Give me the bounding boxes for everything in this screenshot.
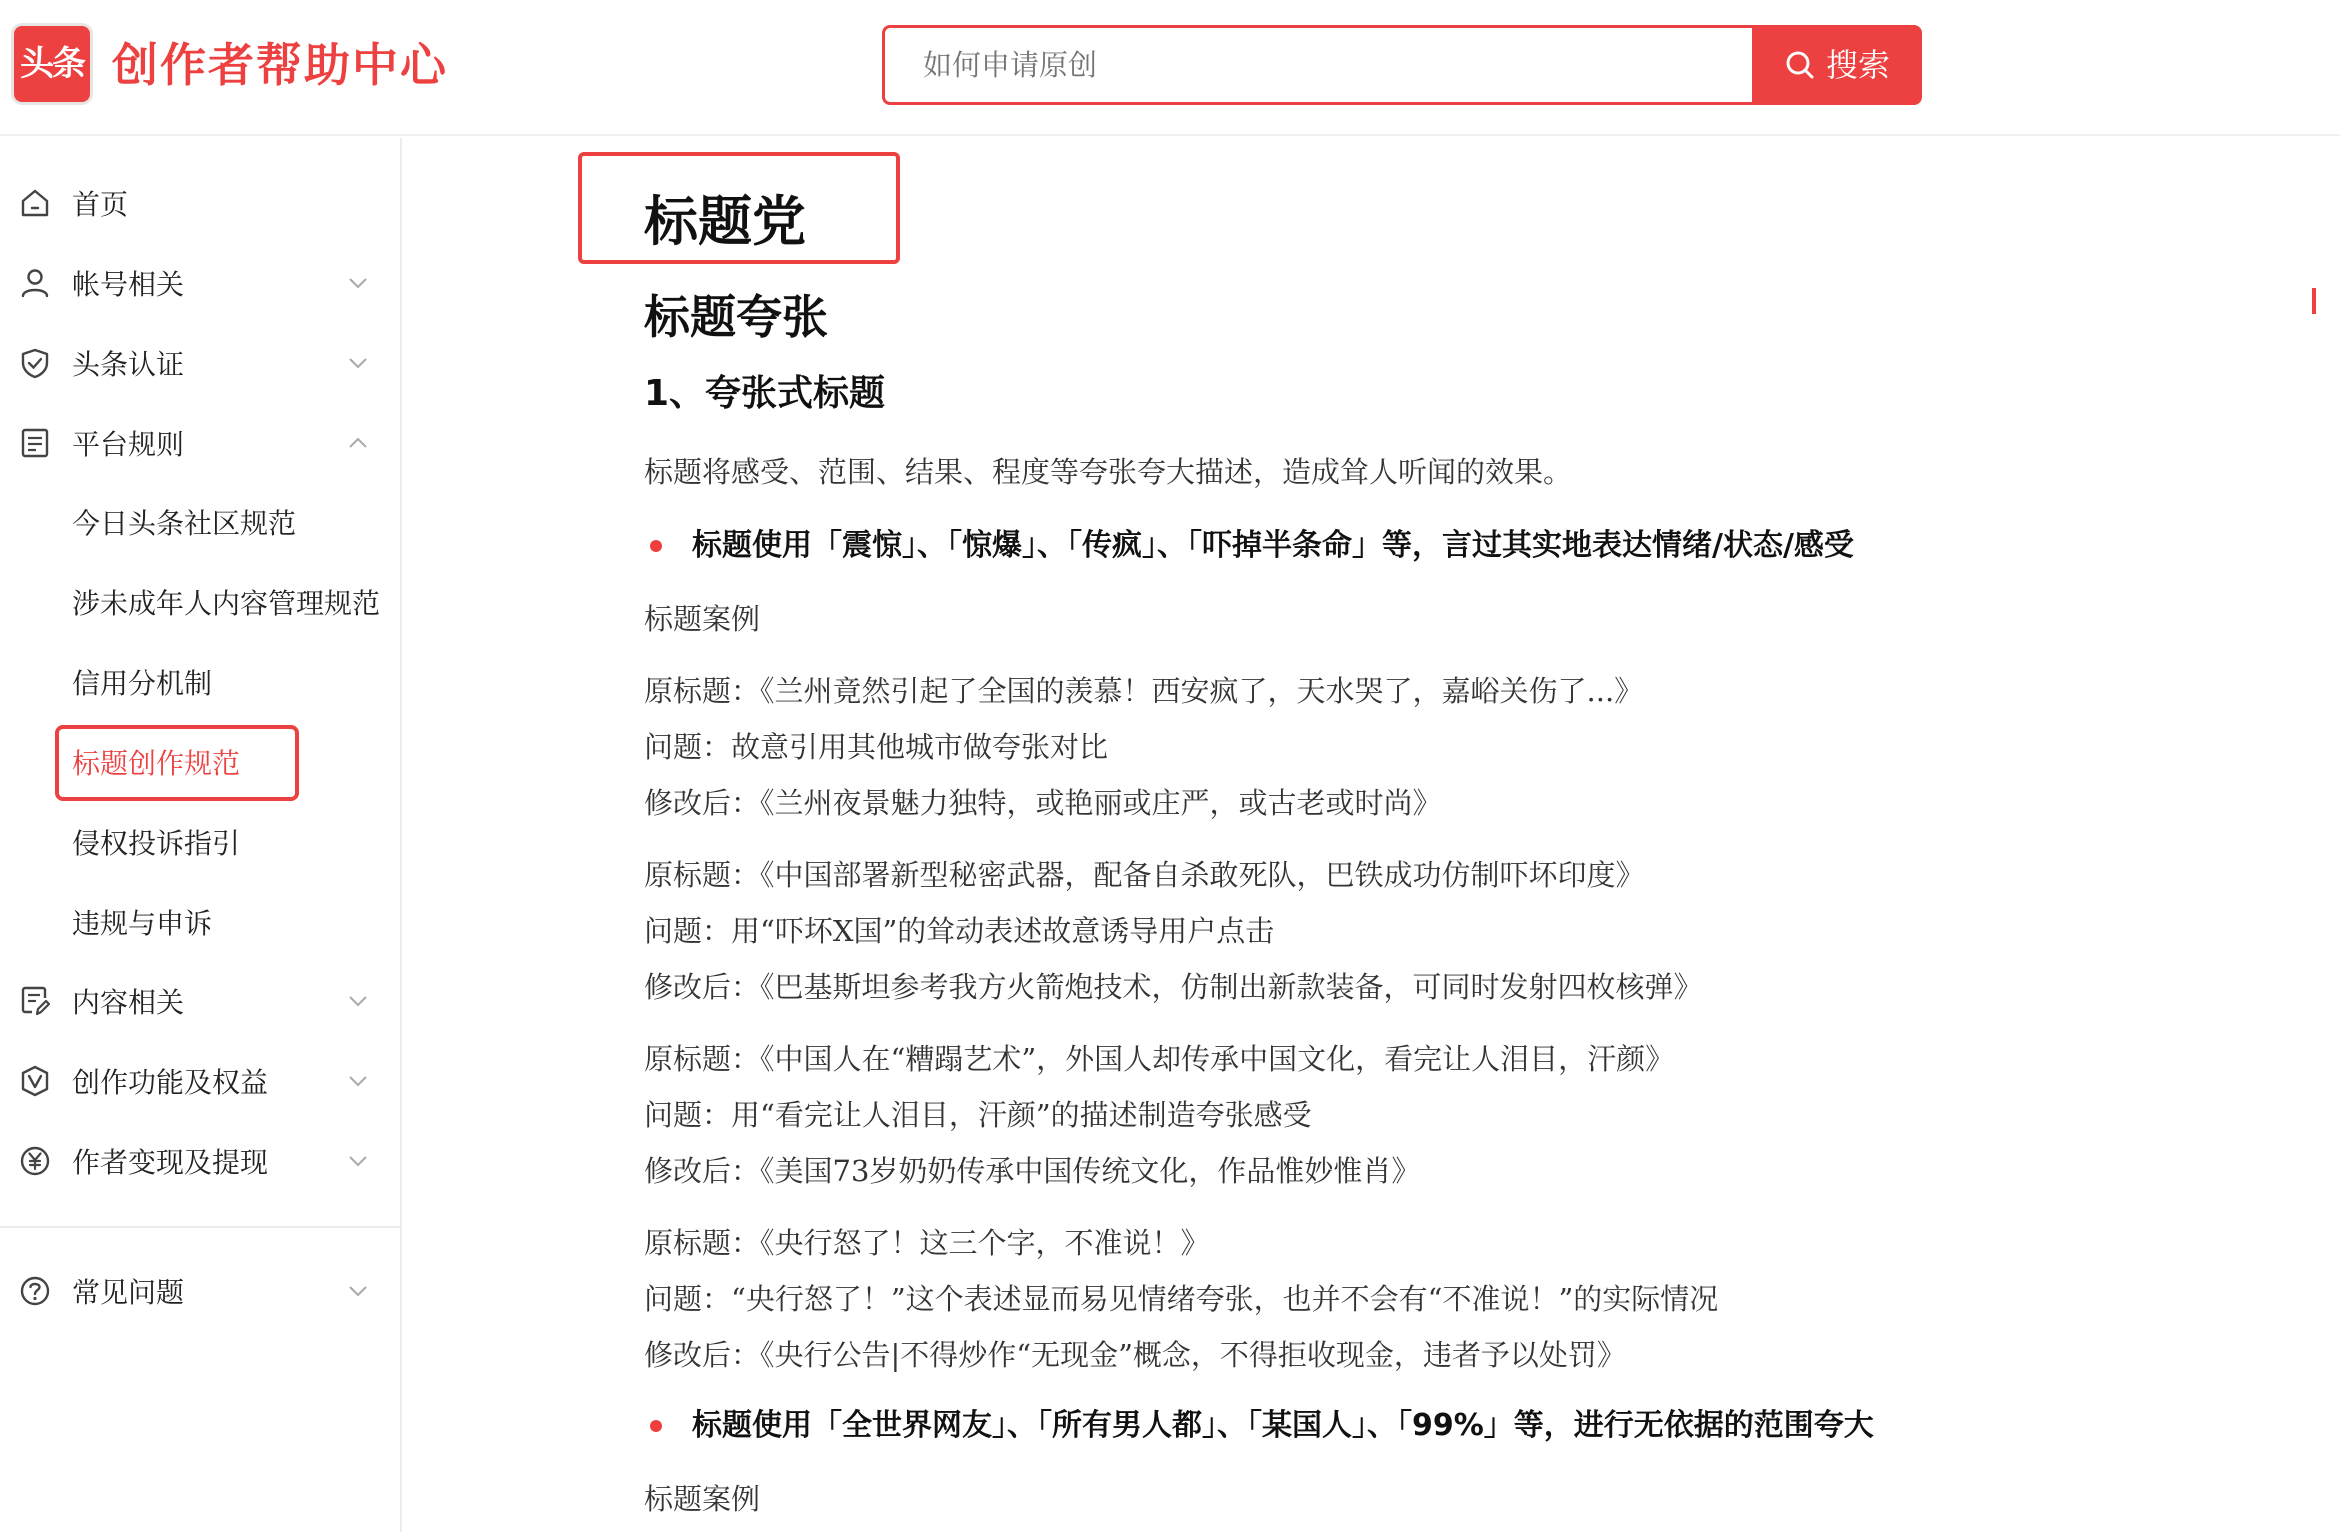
case-revised: 修改后：《央行公告|不得炒作“无现金”概念，不得拒收现金，违者予以处罚》: [644, 1338, 1626, 1372]
case-revised: 修改后：《美国73岁奶奶传承中国传统文化，作品惟妙惟肖》: [644, 1154, 1421, 1188]
home-icon: [18, 186, 52, 220]
sidebar-item-label: 创作功能及权益: [72, 1066, 269, 1099]
sidebar-item-content[interactable]: [0, 966, 400, 1036]
bullet-text: 标题使用「全世界网友」、「所有男人都」、「某国人」、「99%」等，进行无依据的范围夸大: [692, 1408, 1874, 1443]
case-problem: 问题：故意引用其他城市做夸张对比: [644, 730, 1109, 764]
sidebar-item-label: 内容相关: [72, 986, 185, 1019]
case-problem: 问题：“央行怒了！”这个表述显而易见情绪夸张，也并不会有“不准说！”的实际情况: [644, 1282, 1719, 1316]
case-problem: 问题：用“吓坏X国”的耸动表述故意诱导用户点击: [644, 914, 1275, 948]
case-label: 标题案例: [644, 1482, 761, 1516]
search-button[interactable]: [1752, 25, 1922, 105]
bullet-text: 标题使用「震惊」、「惊爆」、「传疯」、「吓掉半条命」等，言过其实地表达情绪/状态/感受: [692, 528, 1854, 563]
case-original: 原标题：《央行怒了！这三个字，不准说！》: [644, 1226, 1210, 1260]
sidebar-item-platform-rules[interactable]: [0, 408, 400, 478]
main-content: [404, 138, 2340, 1532]
case-original: 原标题：《中国部署新型秘密武器，配备自杀敢死队，巴铁成功仿制吓坏印度》: [644, 858, 1645, 892]
chevron-down-icon[interactable]: [346, 1279, 370, 1303]
sidebar-item-label: 平台规则: [72, 428, 185, 461]
intro-paragraph: 标题将感受、范围、结果、程度等夸张夸大描述，造成耸人听闻的效果。: [644, 455, 1573, 489]
sidebar-item-certification[interactable]: [0, 328, 400, 398]
shield-check-icon: [18, 346, 52, 380]
case-problem: 问题：用“看完让人泪目，汗颜”的描述制造夸张感受: [644, 1098, 1312, 1132]
chevron-down-icon[interactable]: [346, 271, 370, 295]
bullet-point: [644, 1404, 1874, 1448]
sidebar-item-label: 帐号相关: [72, 268, 185, 301]
sidebar: [0, 138, 402, 1532]
sidebar-item-home[interactable]: [0, 168, 400, 238]
case-label: 标题案例: [644, 602, 761, 636]
sidebar-item-label: 首页: [72, 188, 129, 221]
chevron-up-icon[interactable]: [346, 431, 370, 455]
sidebar-subitem-title-rules[interactable]: 标题创作规范: [72, 747, 241, 780]
search-input[interactable]: [882, 25, 1752, 105]
chevron-down-icon[interactable]: [346, 1149, 370, 1173]
chevron-down-icon[interactable]: [346, 1069, 370, 1093]
chevron-down-icon[interactable]: [346, 351, 370, 375]
sidebar-item-monetization[interactable]: [0, 1126, 400, 1196]
document-icon: [18, 426, 52, 460]
bullet-point: [644, 524, 1854, 568]
sidebar-item-label: 作者变现及提现: [72, 1146, 269, 1179]
sidebar-subitem-infringement-complaint[interactable]: 侵权投诉指引: [72, 827, 241, 860]
search-button-label: 搜索: [1825, 46, 1890, 84]
edit-note-icon: [18, 984, 52, 1018]
toutiao-logo[interactable]: 头条: [14, 26, 90, 102]
sidebar-subitem-community-rules[interactable]: 今日头条社区规范: [72, 507, 297, 540]
yen-icon: [18, 1144, 52, 1178]
sidebar-subitem-violation-appeal[interactable]: 违规与申诉: [72, 907, 213, 940]
sidebar-divider: [0, 1226, 400, 1228]
case-original: 原标题：《兰州竟然引起了全国的羡慕！西安疯了，天水哭了，嘉峪关伤了...》: [644, 674, 1644, 708]
question-icon: [18, 1274, 52, 1308]
sidebar-item-faq[interactable]: [0, 1256, 400, 1326]
sidebar-item-label: 常见问题: [72, 1276, 185, 1309]
scroll-indicator[interactable]: [2312, 288, 2316, 314]
case-original: 原标题：《中国人在“糟蹋艺术”，外国人却传承中国文化，看完让人泪目，汗颜》: [644, 1042, 1675, 1076]
badge-v-icon: [18, 1064, 52, 1098]
bullet-dot: [650, 1420, 662, 1432]
header: [0, 0, 2340, 136]
page-title: 标题党: [644, 190, 806, 253]
chevron-down-icon[interactable]: [346, 989, 370, 1013]
site-title[interactable]: 创作者帮助中心: [112, 38, 448, 92]
sidebar-item-label: 头条认证: [72, 348, 185, 381]
case-revised: 修改后：《巴基斯坦参考我方火箭炮技术，仿制出新款装备，可同时发射四枚核弹》: [644, 970, 1703, 1004]
case-revised: 修改后：《兰州夜景魅力独特，或艳丽或庄严，或古老或时尚》: [644, 786, 1442, 820]
sidebar-subitem-minor-content-rules[interactable]: 涉未成年人内容管理规范: [72, 587, 381, 620]
section-heading: 标题夸张: [644, 290, 828, 344]
subsection-heading: 1、夸张式标题: [644, 373, 886, 414]
bullet-dot: [650, 540, 662, 552]
search-icon: [1784, 49, 1816, 81]
sidebar-subitem-credit-score[interactable]: 信用分机制: [72, 667, 213, 700]
sidebar-item-account[interactable]: [0, 248, 400, 318]
user-icon: [18, 266, 52, 300]
sidebar-item-creation-features[interactable]: [0, 1046, 400, 1116]
